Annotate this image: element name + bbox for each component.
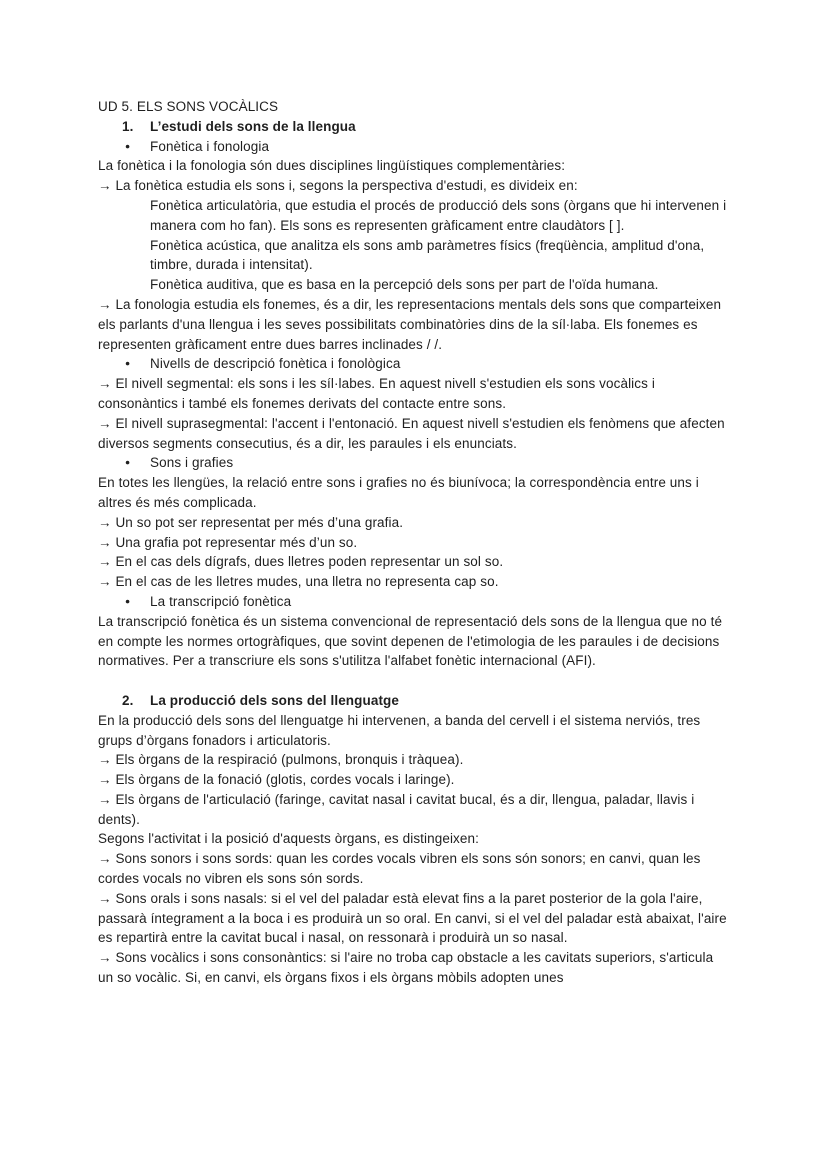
heading-number: 2. <box>122 692 134 708</box>
heading-text: L’estudi dels sons de la llengua <box>150 118 356 134</box>
bullet-text: Nivells de descripció fonètica i fonològica <box>150 356 401 372</box>
paragraph: En totes les llengües, la relació entre sons i grafies no és biunívoca; la correspondència entre uns i altres és més complicada. <box>98 475 699 510</box>
paragraph: En la producció dels sons del llenguatge hi intervenen, a banda del cervell i el sistema nerviós, tres grups d’òrgans fonadors i articulatoris. <box>98 712 701 748</box>
heading-number: 1. <box>122 118 134 134</box>
bullet-item <box>98 137 730 157</box>
arrow-item: → Els òrgans de l'articulació (faringe, cavitat nasal i cavitat bucal, és a dir, llengua, paladar, llavis i dents). <box>98 791 695 827</box>
section-heading <box>98 117 730 137</box>
bullet-marker-icon: ● <box>125 595 131 606</box>
arrow-item: → Un so pot ser representat per més d’una grafia. <box>98 514 404 530</box>
bullet-item <box>98 354 730 374</box>
heading-text: La producció dels sons del llenguatge <box>150 692 399 708</box>
arrow-item: → Els òrgans de la respiració (pulmons, bronquis i tràquea). <box>98 752 464 768</box>
arrow-item: → Una grafia pot representar més d’un so. <box>98 534 358 550</box>
paragraph: Segons l'activitat i la posició d'aquests òrgans, es distingeixen: <box>98 831 479 847</box>
arrow-item: → Els òrgans de la fonació (glotis, cordes vocals i laringe). <box>98 772 455 788</box>
indented-paragraph: Fonètica acústica, que analitza els sons amb paràmetres físics (freqüència, amplitud d'ona, timbre, durada i intensitat). <box>150 237 705 273</box>
arrow-item: → El nivell suprasegmental: l'accent i l'entonació. En aquest nivell s'estudien els fenòmens que afecten diversos segments consecutius, és a dir, les paraules i els enunciats. <box>98 415 725 451</box>
arrow-item: → Sons orals i sons nasals: si el vel del paladar està elevat fins a la paret posterior de la gola l'aire, passarà íntegrament a la boca i es produirà un so oral. En canvi, si el vel del paladar està abaixat, l'aire es repartirà entre la cavitat bucal i nasal, on ressonarà i produirà un so nasal. <box>98 890 727 946</box>
document-title: UD 5. ELS SONS VOCÀLICS <box>98 99 279 114</box>
paragraph: La fonètica i la fonologia són dues disciplines lingüístiques complementàries: <box>98 158 566 174</box>
indented-paragraph: Fonètica auditiva, que es basa en la percepció dels sons per part de l'oïda humana. <box>150 277 659 293</box>
arrow-item: → El nivell segmental: els sons i les síl·labes. En aquest nivell s'estudien els sons vocàlics i consonàntics i també els fonemes derivats del contacte entre sons. <box>98 376 655 411</box>
arrow-item: → Sons sonors i sons sords: quan les cordes vocals vibren els sons són sonors; en canvi, quan les cordes vocals no vibren els sons són sords. <box>98 851 701 887</box>
indented-paragraph: Fonètica articulatòria, que estudia el procés de producció dels sons (òrgans que hi intervenen i manera com ho fan). Els sons es representen gràficament entre claudàtors [ ]. <box>150 197 727 233</box>
bullet-item <box>98 453 730 473</box>
bullet-text: Fonètica i fonologia <box>150 138 270 154</box>
bullet-text: Sons i grafies <box>150 455 234 471</box>
arrow-item: → En el cas dels dígrafs, dues lletres poden representar un sol so. <box>98 554 504 570</box>
bullet-marker-icon: ● <box>125 457 131 468</box>
bullet-marker-icon: ● <box>125 140 131 151</box>
bullet-marker-icon: ● <box>125 358 131 369</box>
section-heading <box>98 691 730 711</box>
arrow-item: → La fonologia estudia els fonemes, és a dir, les representacions mentals dels sons que comparteixen els parlants d'una llengua i les seves possibilitats combinatòries dins de la síl·laba. Els fonemes es representen gràficament entre dues barres inclinades / /. <box>98 296 722 352</box>
document-body <box>98 117 730 988</box>
arrow-item: → La fonètica estudia els sons i, segons la perspectiva d'estudi, es divideix en: <box>98 178 578 194</box>
paragraph: La transcripció fonètica és un sistema convencional de representació dels sons de la llengua que no té en compte les normes ortogràfiques, que sovint depenen de l'etimologia de les paraules i de decisions normatives. Per a transcriure els sons s'utilitza l'alfabet fonètic internacional (AFI). <box>98 613 723 669</box>
bullet-text: La transcripció fonètica <box>150 593 292 609</box>
arrow-item: → Sons vocàlics i sons consonàntics: si l'aire no troba cap obstacle a les cavitats superiors, s'articula un so vocàlic. Si, en canvi, els òrgans fixos i els òrgans mòbils adopten unes <box>98 950 714 986</box>
bullet-item <box>98 592 730 612</box>
arrow-item: → En el cas de les lletres mudes, una lletra no representa cap so. <box>98 574 499 590</box>
